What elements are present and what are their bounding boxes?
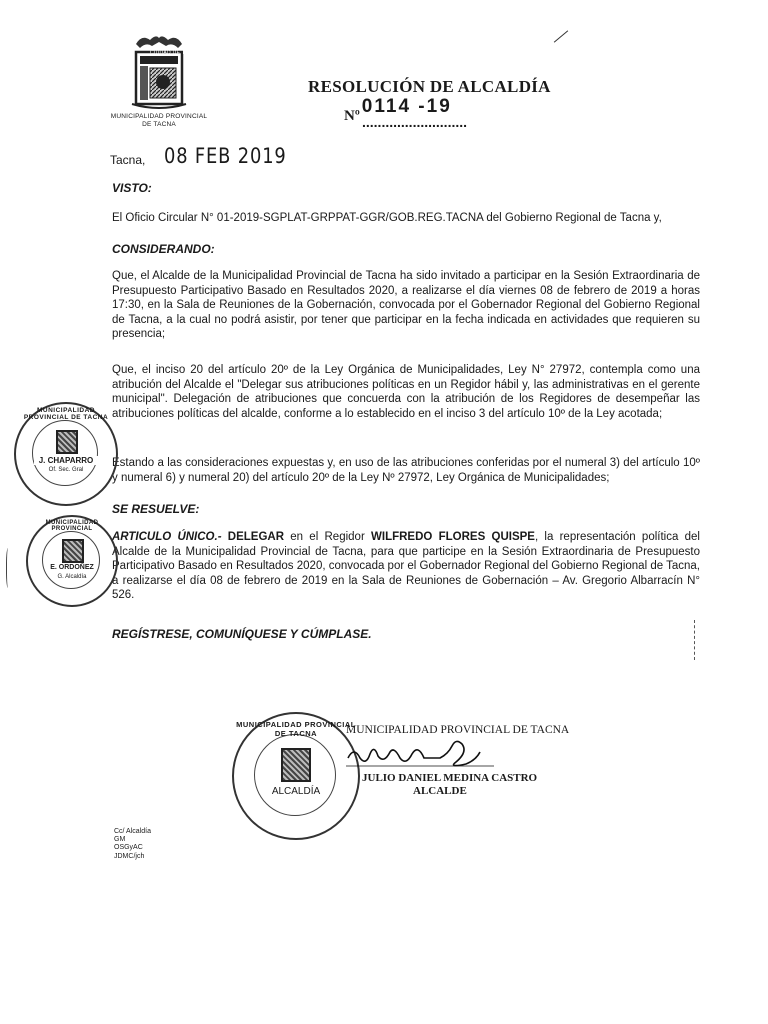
resolution-title: RESOLUCIÓN DE ALCALDÍA	[308, 77, 551, 96]
place-label: Tacna,	[110, 153, 146, 167]
article-label: ARTICULO ÚNICO.-	[112, 531, 222, 543]
alcaldia-stamp	[232, 712, 360, 840]
footer-line: GM	[114, 836, 126, 844]
stamp1-ring-text: MUNICIPALIDAD PROVINCIAL DE TACNA	[23, 407, 109, 421]
visto-text: El Oficio Circular N° 01-2019-SGPLAT-GRPPAT-GGR/GOB.REG.TACNA del Gobierno Regional de Tacna y,	[112, 212, 662, 224]
stamp2-role: G. Alcaldía	[57, 574, 87, 580]
footer-line: OSGyAC	[114, 844, 143, 852]
stamp-crest-icon	[62, 539, 84, 563]
stamp2-ring-text: MUNICIPALIDAD PROVINCIAL	[45, 520, 99, 532]
footer-line: JDMC/jch	[114, 852, 145, 860]
article-text-b: , la representación política del Alcalde de la Municipalidad Provincial de Tacna, para que participe en la Sesión Extraordinaria de Presupuesto Participativo Basado en Resultados 2020, convocada por el Gobernador Regional del Gobierno Regional de Tacna, a realizarse el día 08 de febrero de 2019 en la Sala de Reuniones de Gobernación – Av. Gregorio Albarracín N° 526.	[112, 531, 700, 602]
considerando-paragraph-1: Que, el Alcalde de la Municipalidad Provincial de Tacna ha sido invitado a participar en la Sesión Extraordinaria de Presupuesto Participativo Basado en Resultados 2020, a realizarse el día viernes 08 de febrero de 2019 a horas 17:30, en la Sala de Reuniones de la Gobernación, convocada por el Gobernador Regional del Gobierno Regional de Tacna, a la cual no podrá asistir, por tener que participar en la fecha indicada en actividades que requieren su presencia;	[112, 270, 700, 341]
margin-mark	[6, 548, 11, 588]
article-text	[112, 530, 700, 603]
signatory-title: ALCALDE	[413, 785, 467, 797]
stamp3-ring-text: MUNICIPALIDAD PROVINCIAL DE TACNA	[236, 720, 356, 738]
stamp1-name: J. CHAPARRO	[34, 456, 98, 465]
number-dots: ...........................	[362, 114, 468, 130]
date-stamp: 08 FEB 2019	[164, 144, 287, 168]
number-value: 0114 -19	[361, 96, 452, 117]
article-verb: DELEGAR	[227, 531, 285, 543]
secretary-stamp	[14, 402, 118, 506]
logo-label-line1: MUNICIPALIDAD PROVINCIAL	[110, 113, 208, 120]
margin-mark	[694, 620, 696, 660]
coat-of-arms-icon	[128, 34, 190, 112]
closing-formula: REGÍSTRESE, COMUNÍQUESE Y CÚMPLASE.	[112, 627, 372, 641]
considerando-paragraph-3: Estando a las consideraciones expuestas y, en uso de las atribuciones conferidas por el numeral 3) del artículo 10º y numeral 6) y numeral 20) del artículo 20º de la Ley Nº 27972, Ley Orgánica de Municipalidades;	[112, 457, 700, 484]
margin-mark	[554, 30, 568, 42]
article-text-a: en el Regidor	[290, 531, 365, 543]
number-prefix: Nº	[344, 108, 360, 124]
signatory-name: JULIO DANIEL MEDINA CASTRO	[362, 772, 538, 784]
signature-entity: MUNICIPALIDAD PROVINCIAL DE TACNA	[346, 724, 570, 736]
logo-label	[96, 113, 222, 129]
gerencia-stamp	[26, 515, 118, 607]
footer-line: Cc/ Alcaldía	[114, 828, 151, 835]
logo-banner-text: CIUDAD DE TACNA	[150, 50, 200, 56]
signature-scribble-icon	[344, 736, 504, 772]
stamp3-center: ALCALDÍA	[271, 786, 321, 797]
considerando-paragraph-2: Que, el inciso 20 del artículo 20º de la Ley Orgánica de Municipalidades, Ley N° 27972, contempla como una atribución del Alcalde el "Delegar sus atribuciones políticas en un Regidor hábil y, las administrativas en el gerente municipal". Delegación de atribuciones que concuerda con la atribución de los Regidores de desempeñar las atribuciones políticas del alcalde, conforme a lo establecido en el inciso 3 del artículo 10º de la Ley acotada;	[112, 364, 700, 420]
stamp-crest-icon	[281, 748, 311, 782]
logo-label-line2: DE TACNA	[142, 121, 176, 128]
stamp1-role: Of. Sec. Gral	[48, 467, 84, 473]
stamp2-name: E. ORDOÑEZ	[50, 564, 94, 571]
stamp-crest-icon	[56, 430, 78, 454]
article-regidor-name: WILFREDO FLORES QUISPE	[371, 531, 535, 543]
considerando-heading: CONSIDERANDO:	[112, 242, 215, 256]
resuelve-heading: SE RESUELVE:	[112, 502, 200, 516]
distribution-list	[114, 828, 151, 861]
handwritten-signature	[344, 736, 504, 777]
visto-heading: VISTO:	[112, 181, 152, 195]
municipal-logo	[128, 34, 190, 112]
